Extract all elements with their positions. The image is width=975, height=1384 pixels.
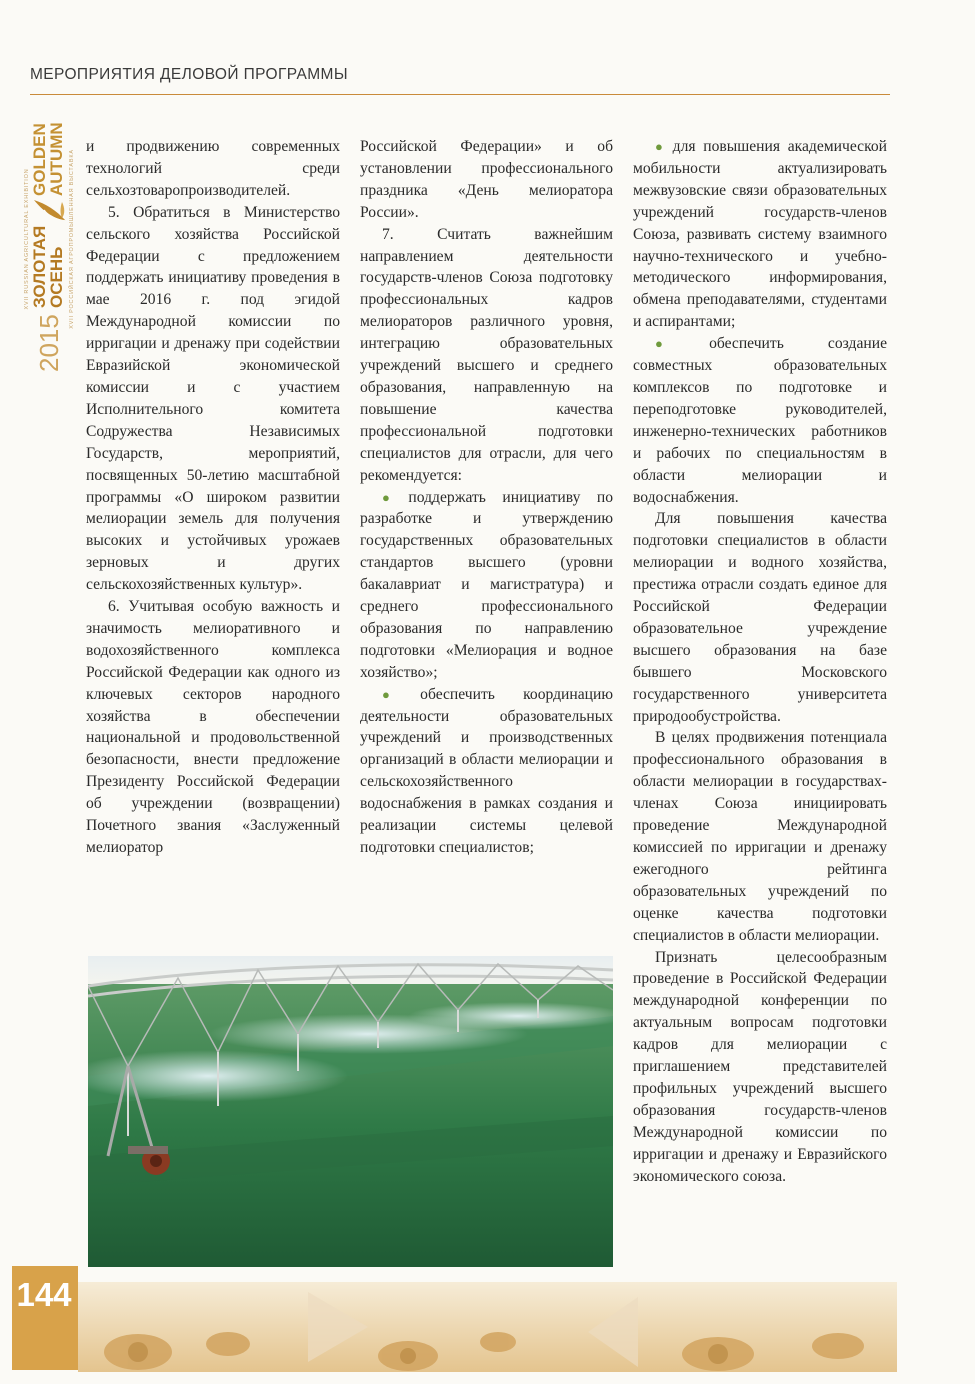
logo-en-line1: GOLDEN <box>30 123 49 196</box>
page-number: 144 <box>16 1276 72 1313</box>
paragraph: 5. Обратиться в Министерство сельского хозяйства Российской Федерации с предложением поддержать инициативу проведения в мае 2016 г. под эгидой Международной комиссии по ирригации и дренажу при содействии Евразийской экономической комиссии и с участием Исполнительного комитета Содружества Независимых Государств, мероприятий, посвященных 50-летию масштабной программы «О широком развитии мелиорации земель для получения высоких и устойчивых урожаев зерновых и других сельскохозяйственных культур». <box>86 203 340 594</box>
logo-russian-title <box>30 225 66 308</box>
bullet-dot-icon: ● <box>655 336 704 352</box>
logo-year: 2015 <box>34 314 64 372</box>
bullet-item <box>360 684 613 859</box>
center-pivot-irrigation-icon <box>88 956 613 1267</box>
hay-field-icon <box>78 1282 897 1372</box>
paragraph: 7. Считать важнейшим направлением деятельности государств-членов Союза подготовку профессиональных кадров мелиораторов различного уровня, интеграцию образовательных учреждений высшего и среднего образования, направленную на повышение качества профессиональной подготовки специалистов для отрасли, для чего рекомендуется: <box>360 225 613 484</box>
section-header <box>30 64 890 95</box>
hay-bale-footer-decoration <box>78 1282 897 1372</box>
bullet-text: обеспечить создание совместных образовательных комплексов по подготовке и переподготовке руководителей, инженерно-технических работников и рабочих по специальностям в области мелиорации и водоснабжения. <box>633 335 887 506</box>
paragraph: Признать целесообразным проведение в Российской Федерации международной конференции по актуальным вопросам подготовки кадров для мелиорации с приглашением представителей профильных учреждений высшего образования государств-членов Международной комиссии по ирригации и дренажу и Евразийского экономического союза. <box>633 948 887 1185</box>
bullet-text: обеспечить координацию деятельности образовательных учреждений и производственных организаций в области мелиорации и сельскохозяйственного водоснабжения в рамках создания и реализации системы целевой подготовки специалистов; <box>360 685 613 856</box>
paragraph: 6. Учитывая особую важность и значимость мелиоративного и водохозяйственного комплекса Российской Федерации как одного из ключевых секторов народного хозяйства в обеспечении национальной и продовольственной безопасности, внести предложение Президенту Российской Федерации об учреждении (возвращении) Почетного звания «Заслуженный мелиоратор <box>86 598 340 856</box>
logo-en-line2: AUTUMN <box>47 122 66 196</box>
paragraph: Российской Федерации» и об установлении профессионального праздника «День мелиоратора России». <box>360 138 613 221</box>
exhibition-logo <box>24 104 76 374</box>
logo-english-title <box>31 104 65 196</box>
logo-bottom-line: XVII РОССИЙСКАЯ АГРОПРОМЫШЛЕННАЯ ВЫСТАВКА <box>69 149 75 329</box>
text-column-2 <box>360 136 613 859</box>
bullet-text: для повышения академической мобильности актуализировать межвузовские связи образовательных учреждений государств-членов Союза, развивать систему взаимного научно-технического и учебно-методического информирования, обмена преподавателями, студентами и аспирантами; <box>633 138 887 331</box>
bullet-text: поддержать инициативу по разработке и утверждению государственных образовательных стандартов высшего (уровни бакалавриат и магистратура) и среднего профессионального образования по направлению подготовки «Мелиорация и водное хозяйство»; <box>360 488 614 681</box>
paragraph: В целях продвижения потенциала профессионального образования в области мелиорации в государствах-членах Союза инициировать проведение Международной комиссией по ирригации и дренажу ежегодного рейтинга образовательных учреждений по оценке качества подготовки специалистов в области мелиорации. <box>633 729 887 944</box>
bullet-item <box>633 333 887 508</box>
section-title: МЕРОПРИЯТИЯ ДЕЛОВОЙ ПРОГРАММЫ <box>30 66 348 83</box>
paragraph: и продвижению современных технологий среди сельхозтоваропроизводителей. <box>86 138 340 199</box>
bullet-dot-icon: ● <box>382 489 403 505</box>
bullet-item <box>633 136 887 333</box>
paragraph: Для повышения качества подготовки специалистов в области мелиорации и водного хозяйства, престижа отрасли создать единое для Российской Федерации образовательное учреждение высшего образования на базе бывшего Московского государственного университета природообустройства. <box>633 510 887 725</box>
logo-ru-line2: ОСЕНЬ <box>47 246 66 308</box>
irrigation-photo <box>88 956 613 1267</box>
logo-ru-line1: ЗОЛОТАЯ <box>30 225 49 308</box>
text-column-3 <box>633 136 887 1188</box>
text-column-1 <box>86 136 340 859</box>
bullet-dot-icon: ● <box>382 686 415 702</box>
bullet-dot-icon: ● <box>655 139 667 154</box>
logo-top-line: XVII RUSSIAN AGRICULTURAL EXHIBITION <box>24 168 30 310</box>
bullet-item <box>360 487 613 684</box>
wheat-leaf-icon <box>32 198 68 224</box>
